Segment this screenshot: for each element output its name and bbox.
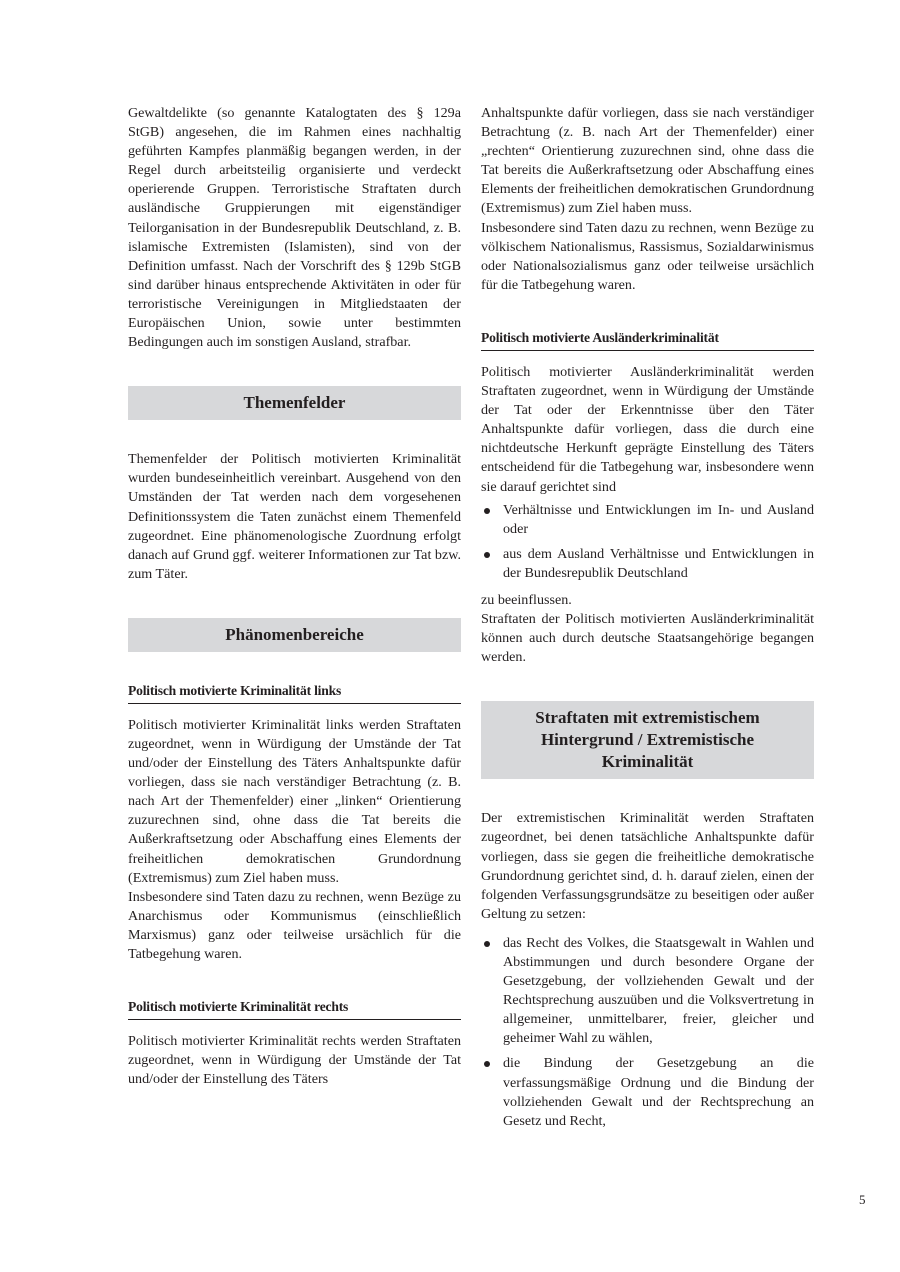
heading-line: Straftaten mit extremistischem (535, 708, 760, 728)
section-heading-themenfelder: Themenfelder (128, 386, 461, 420)
list-item: die Bindung der Gesetzgebung an die verfassungsmäßige Ordnung und die Bindung der vollziehenden Gewalt und der Rechtsprechung an Gesetz und Recht, (481, 1054, 814, 1130)
left-column (128, 104, 461, 1089)
section-heading-phaenomenbereiche: Phänomenbereiche (128, 618, 461, 652)
heading-line: Hintergrund / Extremistische (540, 730, 755, 750)
themenfelder-paragraph: Themenfelder der Politisch motivierten Kriminalität wurden bundeseinheitlich vereinbart. Ausgehend von den Umständen der Tat werden nach dem vorgesehenen Definitionssystem die Taten zunächst einem Themenfeld zugeordnet. Eine phänomenologische Zuordnung erfolgt danach auf Grund ggf. weiterer Informationen zur Tat bzw. zum Täter. (128, 451, 461, 582)
auslaender-paragraph-1: Politisch motivierter Ausländerkriminalität werden Straftaten zugeordnet, wenn in Würdigung der Umstände der Tat oder der Erkenntnisse über den Täter Anhaltspunkte dafür vorliegen, dass die durch eine nichtdeutsche Herkunft geprägte Einstellung des Täters entscheidend für die Tatbegehung war, insbesondere wenn sie darauf gerichtet sind (481, 363, 814, 495)
page-number: 5 (859, 1192, 866, 1207)
rechts-paragraph-continued: Anhaltspunkte dafür vorliegen, dass sie nach verständiger Betrachtung (z. B. nach Art der Themenfelder) einer „rechten“ Orientierung zuzurechnen sind, ohne dass die Tat bereits die Außerkraftsetzung oder Abschaffung eines Elements der freiheitlichen demokratischen Grundordnung (Extremismus) zum Ziel haben muss. (481, 105, 814, 217)
auslaender-paragraph-3: Straftaten der Politisch motivierten Ausländerkriminalität können auch durch deutsche Staatsangehörige begangen werden. (481, 611, 814, 666)
links-paragraph-1: Politisch motivierter Kriminalität links werden Straftaten zugeordnet, wenn in Würdigung der Umstände der Tat und/oder der Einstellung des Täters Anhaltspunkte dafür vorliegen, dass sie nach verständiger Betrachtung (z. B. nach Art der Themenfelder) einer „linken“ Orientierung zuzurechnen sind, ohne dass die Tat bereits die Außerkraftsetzung oder Abschaffung eines Elements der freiheitlichen demokratischen Grundordnung (Extremismus) zum Ziel haben muss. (128, 716, 461, 886)
list-item: Verhältnisse und Entwicklungen im In- und Ausland oder (481, 501, 814, 539)
auslaender-bullet-list (481, 501, 814, 583)
right-column (481, 104, 814, 1139)
subheading-links: Politisch motivierte Kriminalität links (128, 682, 461, 704)
rechts-paragraph-1: Politisch motivierter Kriminalität rechts werden Straftaten zugeordnet, wenn in Würdigung der Umstände der Tat und/oder der Einstellung des Täters (128, 1033, 461, 1088)
extrem-bullet-list (481, 934, 814, 1131)
auslaender-paragraph-2: zu beeinflussen. (481, 591, 572, 608)
links-paragraph-2: Insbesondere sind Taten dazu zu rechnen, wenn Bezüge zu Anarchismus oder Kommunismus (einschließlich Marxismus) ganz oder teilweise ursächlich für die Tatbegehung waren. (128, 888, 461, 962)
subheading-rechts: Politisch motivierte Kriminalität rechts (128, 998, 461, 1020)
subheading-auslaender: Politisch motivierte Ausländerkriminalität (481, 329, 814, 351)
rechts-paragraph-2: Insbesondere sind Taten dazu zu rechnen, wenn Bezüge zu völkischem Nationalismus, Rassismus, Sozialdarwinismus oder Nationalsozialismus ganz oder teilweise ursächlich für die Tatbegehung waren. (481, 219, 814, 293)
intro-paragraph: Gewaltdelikte (so genannte Katalogtaten des § 129a StGB) angesehen, die im Rahmen eines nachhaltig geführten Kampfes planmäßig begangen werden, in der Regel durch arbeitsteilig organisierte und verdeckt operierende Gruppen. Terroristische Straftaten durch ausländische Gruppierungen mit eigenständiger Teilorganisation in der Bundesrepublik Deutschland, z. B. islamische Extremisten (Islamisten), sind von der Definition umfasst. Nach der Vorschrift des § 129b StGB sind darüber hinaus entsprechende Aktivitäten in oder für terroristische Vereinigungen in Mitgliedstaaten der Europäischen Union, sowie unter bestimmten Bedingungen auch im sonstigen Ausland, strafbar. (128, 105, 461, 351)
list-item: aus dem Ausland Verhältnisse und Entwicklungen in der Bundesrepublik Deutschland (481, 545, 814, 583)
section-heading-extremistisch (481, 701, 814, 779)
list-item: das Recht des Volkes, die Staatsgewalt in Wahlen und Abstimmungen und durch besondere Organe der Gesetzgebung, der vollziehenden Gewalt und der Rechtsprechung auszuüben und die Volksvertretung in allgemeiner, unmittelbarer, freier, gleicher und geheimer Wahl zu wählen, (481, 934, 814, 1049)
extrem-paragraph-1: Der extremistischen Kriminalität werden Straftaten zugeordnet, bei denen tatsächliche Anhaltspunkte dafür vorliegen, dass sie gegen die freiheitliche demokratische Grundordnung gerichtet sind, d. h. darauf zielen, einen der folgenden Verfassungsgrundsätze zu beseitigen oder außer Geltung zu setzen: (481, 810, 814, 922)
heading-line: Kriminalität (601, 752, 694, 772)
